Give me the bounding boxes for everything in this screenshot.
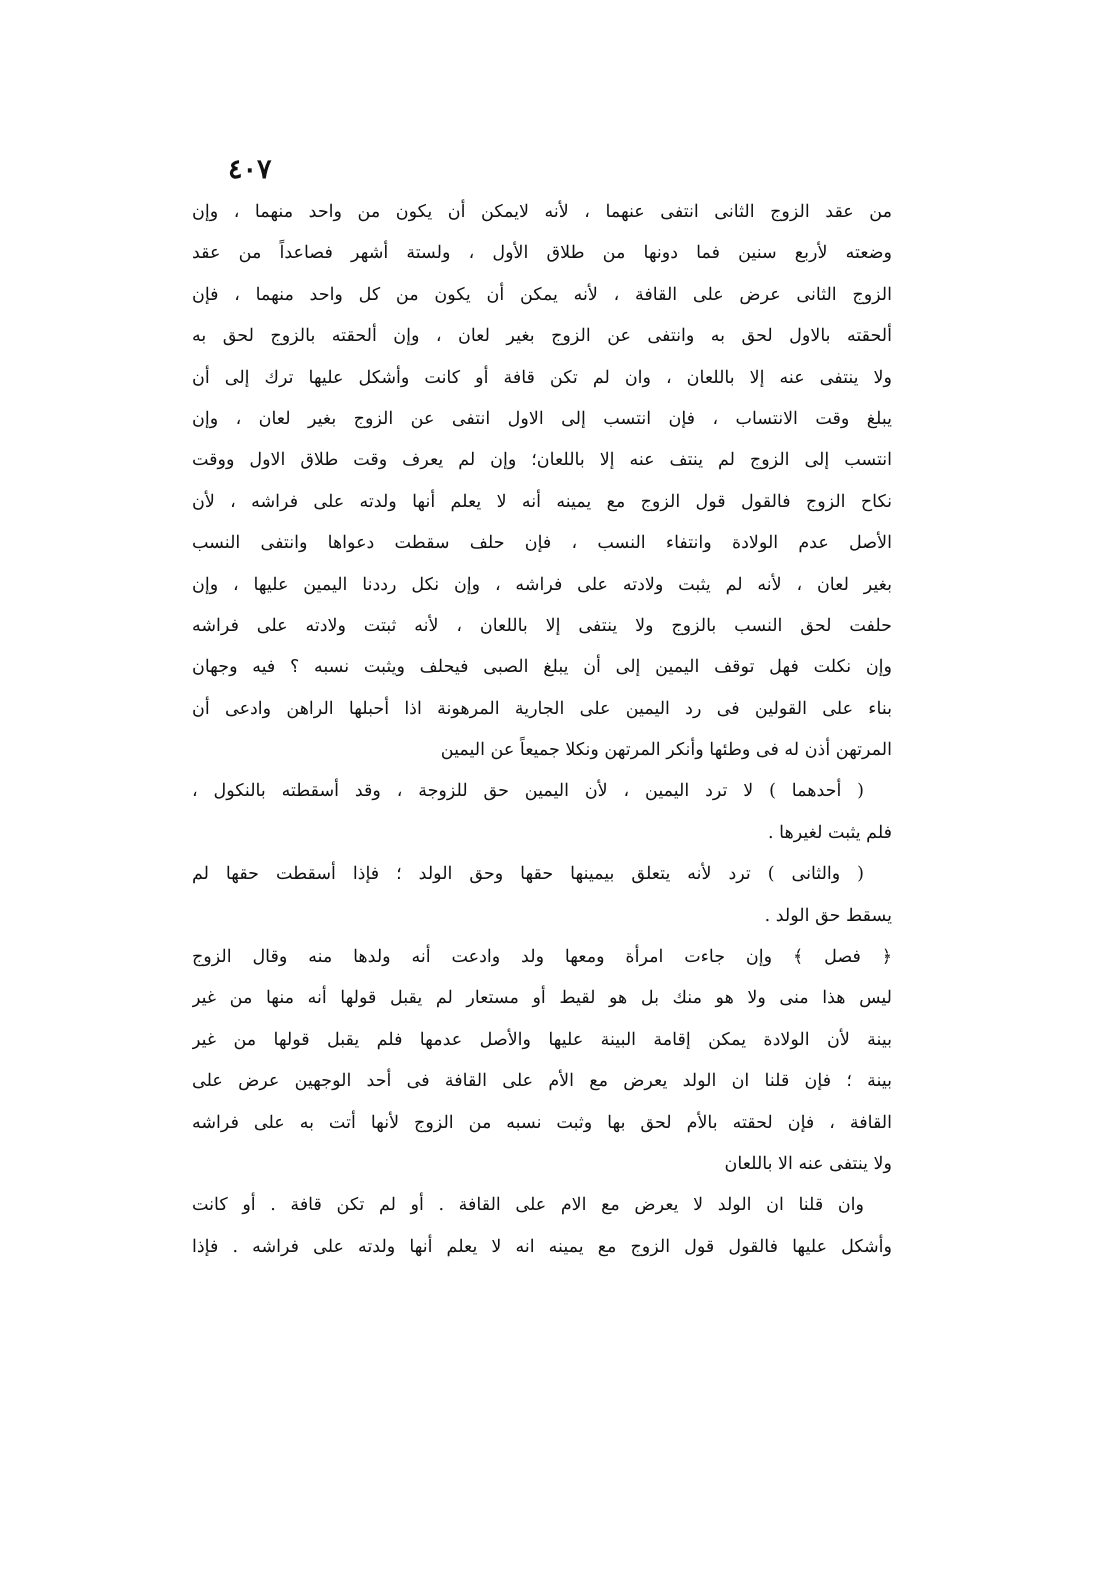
text-line: فلم يثبت لغيرها . — [768, 822, 892, 843]
text-line: ألحقته بالاول لحق به وانتفى عن الزوج بغير لعان ، وإن ألحقته بالزوج لحق به — [192, 326, 892, 347]
text-line: بناء على القولين فى رد اليمين على الجارية المرهونة اذا أحبلها الراهن وادعى أن — [192, 698, 892, 719]
body-text — [192, 192, 892, 1268]
text-line: نكاح الزوج فالقول قول الزوج مع يمينه أنه لا يعلم أنها ولدته على فراشه ، لأن — [192, 491, 892, 512]
text-line: وأشكل عليها فالقول قول الزوج مع يمينه انه لا يعلم أنها ولدته على فراشه . فإذا — [192, 1236, 892, 1257]
text-line: ( والثانى ) ترد لأنه يتعلق بيمينها حقها وحق الولد ؛ فإذا أسقطت حقها لم — [192, 864, 864, 885]
text-line: بينة ؛ فإن قلنا ان الولد يعرض مع الأم على القافة فى أحد الوجهين عرض على — [192, 1071, 892, 1092]
text-line: ليس هذا منى ولا هو منك بل هو لقيط أو مستعار لم يقبل قولها أنه منها من غير — [192, 988, 892, 1009]
text-line: وإن نكلت فهل توقف اليمين إلى أن يبلغ الصبى فيحلف ويثبت نسبه ؟ فيه وجهان — [192, 657, 892, 678]
text-line: المرتهن أذن له فى وطئها وأنكر المرتهن ونكلا جميعاً عن اليمين — [440, 740, 892, 761]
text-line: يسقط حق الولد . — [764, 905, 892, 926]
text-line: بغير لعان ، لأنه لم يثبت ولادته على فراشه ، وإن نكل رددنا اليمين عليها ، وإن — [192, 574, 892, 595]
page-number: ٤٠٧ — [228, 154, 272, 185]
text-line: القافة ، فإن لحقته بالأم لحق بها وثبت نسبه من الزوج لأنها أتت به على فراشه — [192, 1112, 892, 1133]
text-line: انتسب إلى الزوج لم ينتف عنه إلا باللعان؛ وإن لم يعرف وقت طلاق الاول ووقت — [192, 450, 892, 471]
text-line: ﴿ فصل ﴾ وإن جاءت امرأة ومعها ولد وادعت أنه ولدها منه وقال الزوج — [192, 947, 892, 968]
text-line: الزوج الثانى عرض على القافة ، لأنه يمكن أن يكون من كل واحد منهما ، فإن — [192, 284, 892, 305]
text-line: يبلغ وقت الانتساب ، فإن انتسب إلى الاول انتفى عن الزوج بغير لعان ، وإن — [192, 408, 892, 429]
text-line: ولا ينتفى عنه الا باللعان — [724, 1153, 892, 1174]
text-line: وضعته لأربع سنين فما دونها من طلاق الأول ، ولستة أشهر فصاعداً من عقد — [192, 243, 892, 264]
text-line: وان قلنا ان الولد لا يعرض مع الام على القافة . أو لم تكن قافة . أو كانت — [192, 1195, 864, 1216]
text-line: ( أحدهما ) لا ترد اليمين ، لأن اليمين حق للزوجة ، وقد أسقطته بالنكول ، — [192, 781, 864, 802]
text-line: بينة لأن الولادة يمكن إقامة البينة عليها والأصل عدمها فلم يقبل قولها من غير — [192, 1029, 892, 1050]
text-line: حلفت لحق النسب بالزوج ولا ينتفى إلا باللعان ، لأنه ثبتت ولادته على فراشه — [192, 615, 892, 636]
text-line: الأصل عدم الولادة وانتفاء النسب ، فإن حلف سقطت دعواها وانتفى النسب — [192, 533, 892, 554]
text-line: من عقد الزوج الثانى انتفى عنهما ، لأنه لايمكن أن يكون من واحد منهما ، وإن — [192, 202, 892, 222]
text-line: ولا ينتفى عنه إلا باللعان ، وان لم تكن قافة أو كانت وأشكل عليها ترك إلى أن — [192, 367, 892, 388]
